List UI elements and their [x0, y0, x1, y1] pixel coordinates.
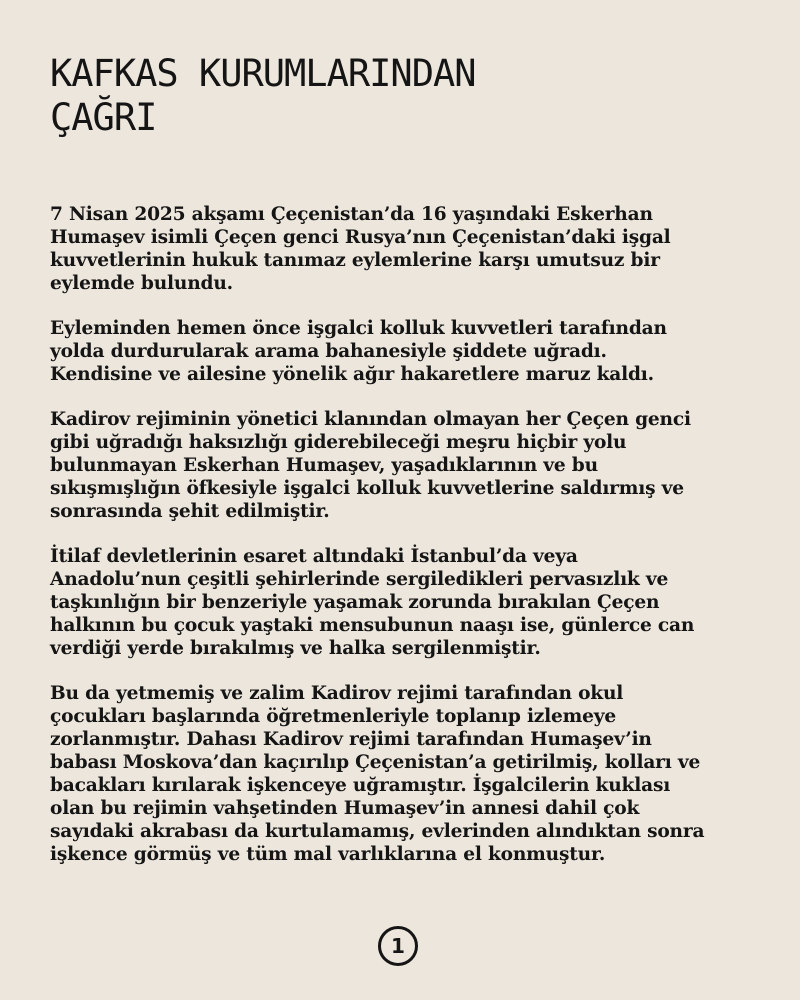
paragraph-line: sayıdaki akrabası da kurtulamamış, evlerinden alındıktan sonra	[50, 821, 705, 842]
title-line-2: ÇAĞRI	[50, 96, 157, 139]
paragraph-line: Kendisine ve ailesine yönelik ağır hakaretlere maruz kaldı.	[50, 364, 654, 385]
paragraph	[50, 317, 770, 386]
paragraph-line: Bu da yetmemiş ve zalim Kadirov rejimi tarafından okul	[50, 683, 624, 704]
paragraph-line: verdiği yerde bırakılmış ve halka sergilenmiştir.	[50, 638, 541, 659]
paragraph-line: 7 Nisan 2025 akşamı Çeçenistan’da 16 yaşındaki Eskerhan	[50, 204, 653, 225]
paragraph-line: işkence görmüş ve tüm mal varlıklarına el konmuştur.	[50, 844, 606, 865]
paragraph-line: olan bu rejimin vahşetinden Humaşev’in annesi dahil çok	[50, 798, 640, 819]
title-line-1: KAFKAS KURUMLARINDAN	[50, 52, 476, 95]
paragraph	[50, 203, 770, 295]
paragraph-line: kuvvetlerinin hukuk tanımaz eylemlerine karşı umutsuz bir	[50, 250, 660, 271]
paragraph-line: yolda durdurularak arama bahanesiyle şiddete uğradı.	[50, 341, 607, 362]
paragraph-line: İtilaf devletlerinin esaret altındaki İstanbul’da veya	[50, 546, 578, 567]
paragraph-line: sıkışmışlığın öfkesiyle işgalci kolluk kuvvetlerine saldırmış ve	[50, 478, 684, 499]
paragraph-line: gibi uğradığı haksızlığı giderebileceği meşru hiçbir yolu	[50, 432, 627, 453]
paragraph	[50, 408, 770, 523]
paragraph-line: babası Moskova’dan kaçırılıp Çeçenistan’a getirilmiş, kolları ve	[50, 752, 701, 773]
paragraph-line: taşkınlığın bir benzeriyle yaşamak zorunda bırakılan Çeçen	[50, 592, 660, 613]
body-text	[50, 203, 770, 888]
paragraph-line: Kadirov rejiminin yönetici klanından olmayan her Çeçen genci	[50, 409, 691, 430]
paragraph-line: Humaşev isimli Çeçen genci Rusya’nın Çeçenistan’daki işgal	[50, 227, 671, 248]
paragraph-line: Eyleminden hemen önce işgalci kolluk kuvvetleri tarafından	[50, 318, 667, 339]
paragraph	[50, 682, 770, 866]
paragraph-line: Anadolu’nun çeşitli şehirlerinde sergiledikleri pervasızlık ve	[50, 569, 669, 590]
paragraph-line: bacakları kırılarak işkenceye uğramıştır. İşgalcilerin kuklası	[50, 775, 671, 796]
paragraph-line: sonrasında şehit edilmiştir.	[50, 501, 330, 522]
paragraph-line: bulunmayan Eskerhan Humaşev, yaşadıklarının ve bu	[50, 455, 598, 476]
paragraph-line: zorlanmıştır. Dahası Kadirov rejimi tarafından Humaşev’in	[50, 729, 652, 750]
paragraph-line: eylemde bulundu.	[50, 273, 233, 294]
page-number: 1	[391, 934, 405, 958]
paragraph	[50, 545, 770, 660]
paragraph-line: halkının bu çocuk yaştaki mensubunun naaşı ise, günlerce can	[50, 615, 695, 636]
paragraph-line: çocukları başlarında öğretmenleriyle toplanıp izlemeye	[50, 706, 616, 727]
page-title	[50, 52, 476, 140]
page-number-badge	[378, 926, 418, 966]
